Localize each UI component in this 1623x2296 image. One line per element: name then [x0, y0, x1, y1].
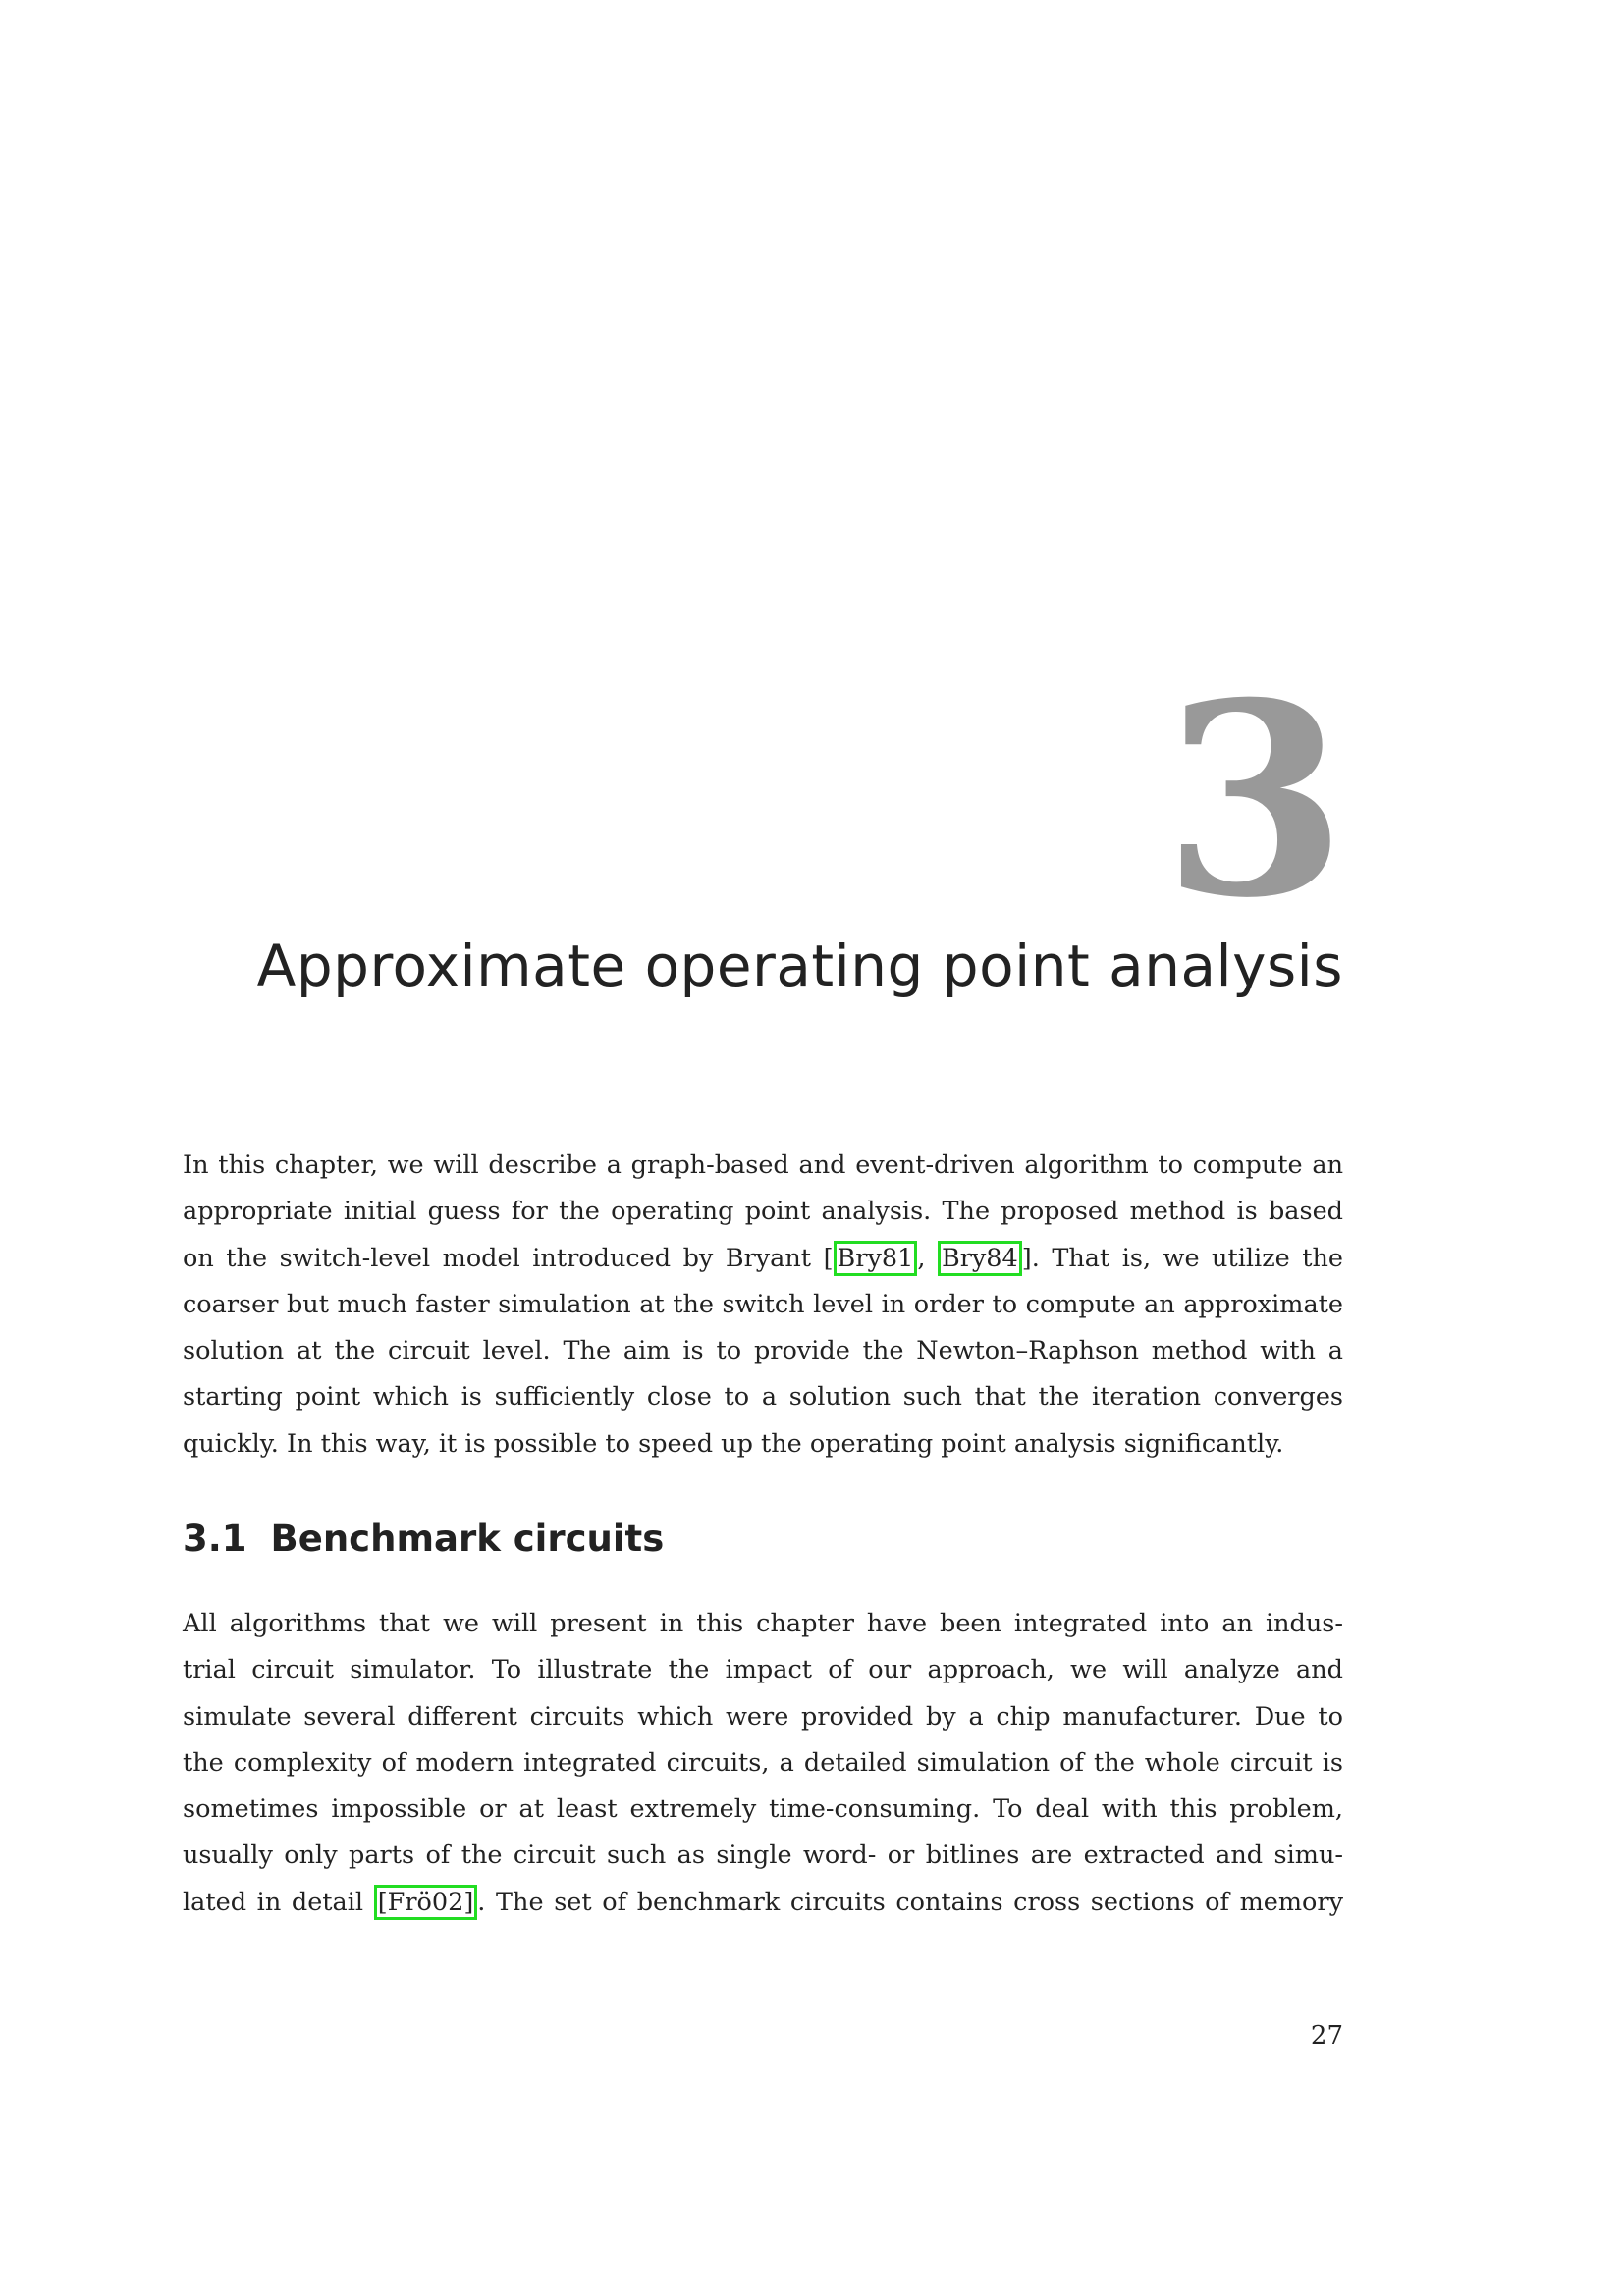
text-line: the complexity of modern integrated circuits, a detailed simulation of the whole circuit is	[183, 1747, 1343, 1778]
citation-bry81-link[interactable]: Bry81	[834, 1241, 918, 1276]
citation-open-bracket: [	[377, 1887, 388, 1917]
text-line	[183, 1236, 1343, 1282]
text-line: trial circuit simulator. To illustrate the impact of our approach, we will analyze and	[183, 1655, 1343, 1685]
text-segment: on the switch-level model introduced by Bryant	[183, 1243, 824, 1273]
chapter-title: Approximate operating point analysis	[256, 933, 1343, 999]
text-line: solution at the circuit level. The aim is to provide the Newton–Raphson method with a	[183, 1336, 1343, 1366]
text-line: sometimes impossible or at least extremely time-consuming. To deal with this problem,	[183, 1794, 1343, 1825]
text-line: appropriate initial guess for the operating point analysis. The proposed method is based	[183, 1197, 1343, 1227]
text-line: starting point which is sufficiently close to a solution such that the iteration converges	[183, 1382, 1343, 1413]
intro-paragraph	[183, 1143, 1343, 1468]
section-paragraph	[183, 1601, 1343, 1926]
citation-close-bracket: ]	[463, 1887, 474, 1917]
page-number: 27	[1310, 2021, 1343, 2051]
text-line: coarser but much faster simulation at the switch level in order to compute an approximate	[183, 1289, 1343, 1319]
text-line: All algorithms that we will present in this chapter have been integrated into an indus-	[183, 1609, 1343, 1638]
section-number: 3.1	[183, 1518, 247, 1560]
text-line: usually only parts of the circuit such as single word- or bitlines are extracted and simu-	[183, 1841, 1343, 1871]
text-line: simulate several different circuits which were provided by a chip manufacturer. Due to	[183, 1701, 1343, 1732]
citation-close-bracket: ]	[1021, 1243, 1032, 1273]
chapter-number: 3	[1163, 644, 1343, 956]
text-line: quickly. In this way, it is possible to speed up the operating point analysis significantly.	[183, 1428, 1284, 1459]
text-segment: lated in detail	[183, 1887, 374, 1917]
section-title: Benchmark circuits	[270, 1518, 665, 1560]
text-line: In this chapter, we will describe a graph-based and event-driven algorithm to compute an	[183, 1150, 1343, 1180]
citation-open-bracket: [	[823, 1243, 834, 1273]
text-segment: . That is, we utilize the	[1031, 1243, 1343, 1273]
section-heading	[183, 1516, 664, 1563]
text-segment: ,	[917, 1243, 938, 1273]
citation-label: Frö02	[387, 1887, 464, 1917]
citation-bry84-link[interactable]: Bry84	[938, 1241, 1022, 1276]
text-segment: . The set of benchmark circuits contains cross sections of memory	[477, 1887, 1344, 1917]
text-line	[183, 1880, 1343, 1926]
citation-fro02-link[interactable]	[374, 1885, 478, 1920]
